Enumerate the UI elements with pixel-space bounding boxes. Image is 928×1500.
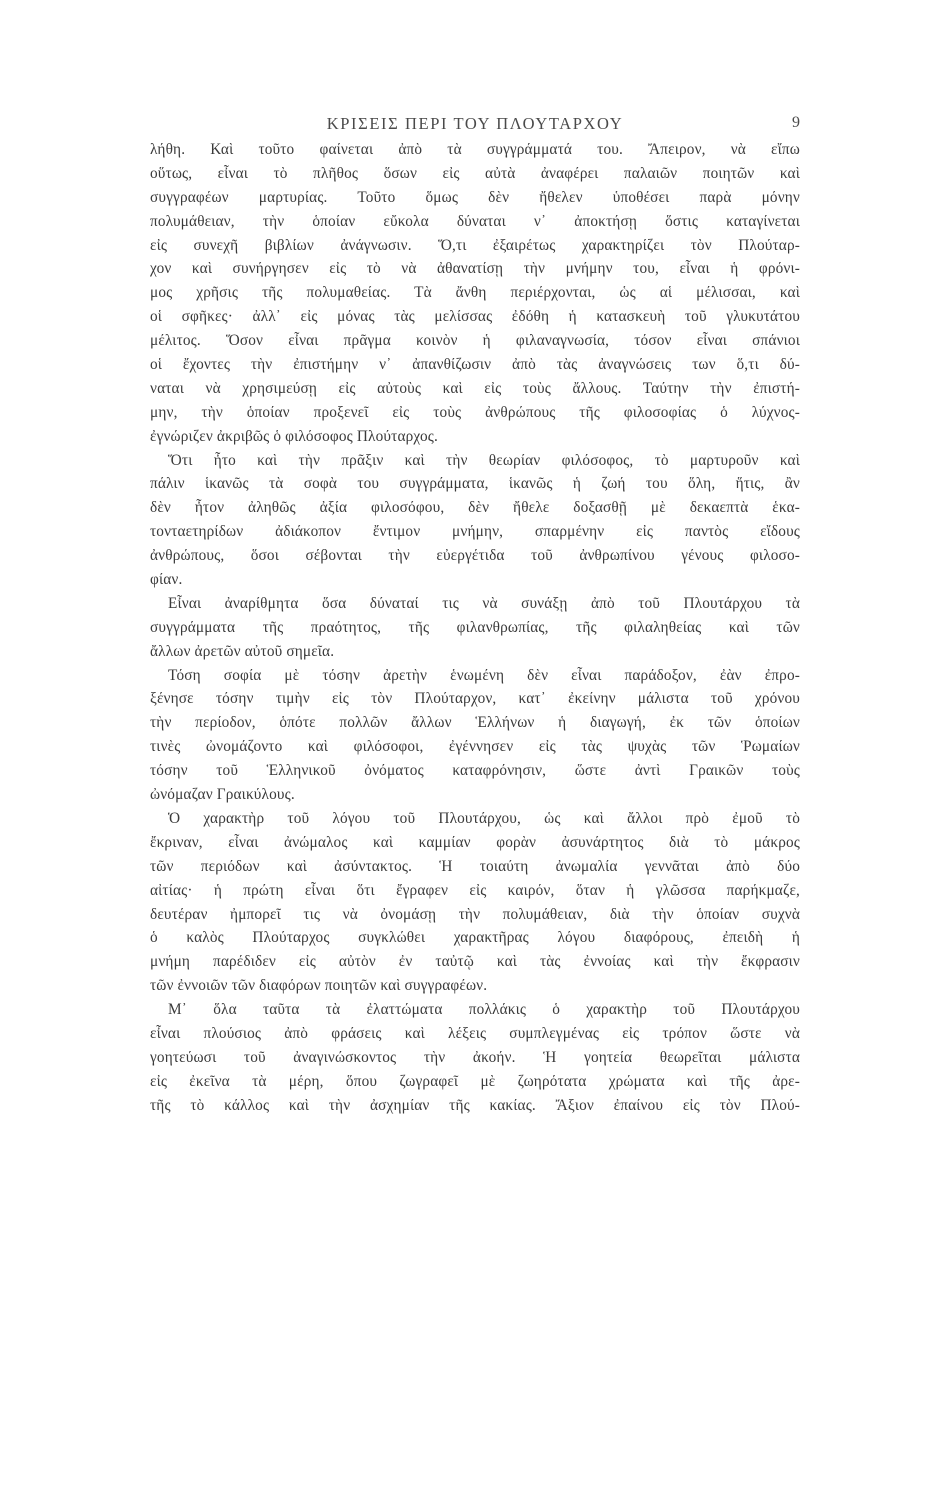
text-line: Μ᾽ ὅλα ταῦτα τὰ ἐλαττώματα πολλάκις ὁ χαρακτὴρ τοῦ Πλουτάρχου — [168, 1001, 800, 1019]
text-line: ναται νὰ χρησιμεύσῃ εἰς αὐτοὺς καὶ εἰς τοὺς ἄλλους. Ταύτην τὴν ἐπιστή- — [150, 379, 800, 397]
text-line: τῆς τὸ κάλλος καὶ τὴν ἀσχημίαν τῆς κακίας. Ἄξιον ἐπαίνου εἰς τὸν Πλού- — [150, 1096, 800, 1114]
text-line: δευτέραν ἠμπορεῖ τις νὰ ὀνομάσῃ τὴν πολυμάθειαν, διὰ τὴν ὁποίαν συχνὰ — [150, 905, 800, 923]
text-line: εἰς ἐκεῖνα τὰ μέρη, ὅπου ζωγραφεῖ μὲ ζωηρότατα χρώματα καὶ τῆς ἀρε- — [150, 1072, 800, 1090]
text-line: ὁ καλὸς Πλούταρχος συγκλώθει χαρακτῆρας λόγου διαφόρους, ἐπειδὴ ἡ — [150, 929, 800, 947]
text-line: εἶναι πλούσιος ἀπὸ φράσεις καὶ λέξεις συμπλεγμένας εἰς τρόπον ὥστε νὰ — [150, 1024, 800, 1042]
text-line: ἐγνώριζεν ἀκριβῶς ὁ φιλόσοφος Πλούταρχος. — [150, 427, 438, 445]
body-text — [150, 138, 800, 1118]
text-line: ἄλλων ἀρετῶν αὐτοῦ σημεῖα. — [150, 642, 335, 660]
text-line: συγγράμματα τῆς πραότητος, τῆς φιλανθρωπίας, τῆς φιλαληθείας καὶ τῶν — [150, 618, 800, 636]
text-line: τόσην τοῦ Ἑλληνικοῦ ὀνόματος καταφρόνησιν, ὥστε ἀντὶ Γραικῶν τοὺς — [150, 762, 800, 780]
text-line: ἔκριναν, εἶναι ἀνώμαλος καὶ καμμίαν φορὰν ἀσυνάρτητος διὰ τὸ μάκρος — [150, 833, 800, 851]
text-line: τῶν ἐννοιῶν τῶν διαφόρων ποιητῶν καὶ συγγραφέων. — [150, 977, 488, 995]
text-line: μνήμη παρέδιδεν εἰς αὐτὸν ἐν ταὐτῷ καὶ τὰς ἐννοίας καὶ τὴν ἔκφρασιν — [150, 953, 800, 971]
text-line: τὴν περίοδον, ὁπότε πολλῶν ἄλλων Ἑλλήνων ἡ διαγωγή, ἐκ τῶν ὁποίων — [150, 714, 800, 732]
running-head — [150, 114, 800, 138]
text-line: Τόση σοφία μὲ τόσην ἀρετὴν ἑνωμένη δὲν εἶναι παράδοξον, ἐὰν ἐπρο- — [168, 666, 800, 684]
text-line: ὠνόμαζαν Γραικύλους. — [150, 786, 295, 804]
text-line: ἀνθρώπους, ὅσοι σέβονται τὴν εὐεργέτιδα τοῦ ἀνθρωπίνου γένους φιλοσο- — [150, 547, 800, 565]
text-line: οὕτως, εἶναι τὸ πλῆθος ὅσων εἰς αὐτὰ ἀναφέρει παλαιῶν ποιητῶν καὶ — [150, 164, 800, 182]
text-line: αἰτίας· ἡ πρώτη εἶναι ὅτι ἔγραφεν εἰς καιρόν, ὅταν ἡ γλῶσσα παρήκμαζε, — [150, 881, 800, 899]
text-line: τῶν περιόδων καὶ ἀσύντακτος. Ἡ τοιαύτη ἀνωμαλία γεννᾶται ἀπὸ δύο — [150, 857, 800, 875]
text-line: Ὁ χαρακτὴρ τοῦ λόγου τοῦ Πλουτάρχου, ὡς καὶ ἄλλοι πρὸ ἐμοῦ τὸ — [168, 809, 800, 827]
text-line: οἱ σφῆκες· ἀλλ᾽ εἰς μόνας τὰς μελίσσας ἐδόθη ἡ κατασκευὴ τοῦ γλυκυτάτου — [150, 308, 800, 326]
running-title: ΚΡΙΣΕΙΣ ΠΕΡΙ ΤΟΥ ΠΛΟΥΤΑΡΧΟΥ — [326, 114, 624, 133]
text-line: χον καὶ συνήργησεν εἰς τὸ νὰ ἀθανατίσῃ τὴν μνήμην του, εἶναι ἡ φρόνι- — [150, 260, 800, 278]
text-line: οἱ ἔχοντες τὴν ἐπιστήμην ν᾽ ἀπανθίζωσιν ἀπὸ τὰς ἀναγνώσεις των ὅ,τι δύ- — [150, 356, 800, 374]
text-line: τινὲς ὠνομάζοντο καὶ φιλόσοφοι, ἐγέννησεν εἰς τὰς ψυχὰς τῶν Ῥωμαίων — [150, 738, 800, 756]
text-line: μος χρῆσις τῆς πολυμαθείας. Τὰ ἄνθη περιέρχονται, ὡς αἱ μέλισσαι, καὶ — [150, 284, 800, 302]
text-line: δὲν ἦτον ἀληθῶς ἀξία φιλοσόφου, δὲν ἤθελε δοξασθῇ μὲ δεκαεπτὰ ἑκα- — [150, 499, 800, 517]
text-line: λήθη. Καὶ τοῦτο φαίνεται ἀπὸ τὰ συγγράμματά του. Ἄπειρον, νὰ εἴπω — [150, 141, 800, 158]
text-line: γοητεύωσι τοῦ ἀναγινώσκοντος τὴν ἀκοήν. Ἡ γοητεία θεωρεῖται μάλιστα — [150, 1048, 800, 1066]
text-line: ξένησε τόσην τιμὴν εἰς τὸν Πλούταρχον, κατ᾽ ἐκείνην μάλιστα τοῦ χρόνου — [150, 690, 800, 708]
text-line: φίαν. — [150, 571, 183, 589]
text-line: Ὅτι ἦτο καὶ τὴν πρᾶξιν καὶ τὴν θεωρίαν φιλόσοφος, τὸ μαρτυροῦν καὶ — [168, 451, 800, 469]
text-line: τονταετηρίδων ἀδιάκοπον ἔντιμον μνήμην, σπαρμένην εἰς παντὸς εἴδους — [150, 523, 800, 541]
text-line: εἰς συνεχῆ βιβλίων ἀνάγνωσιν. Ὅ,τι ἐξαιρέτως χαρακτηρίζει τὸν Πλούταρ- — [150, 236, 800, 254]
text-line: μέλιτος. Ὅσον εἶναι πρᾶγμα κοινὸν ἡ φιλαναγνωσία, τόσον εἶναι σπάνιοι — [150, 332, 800, 350]
text-line: συγγραφέων μαρτυρίας. Τοῦτο ὅμως δὲν ἤθελεν ὑποθέσει παρὰ μόνην — [150, 188, 800, 206]
text-line: πολυμάθειαν, τὴν ὁποίαν εὔκολα δύναται ν᾽ ἀποκτήσῃ ὅστις καταγίνεται — [150, 212, 800, 230]
page-number: 9 — [792, 114, 800, 131]
text-line: πάλιν ἱκανῶς τὰ σοφὰ του συγγράμματα, ἱκανῶς ἡ ζωή του ὅλη, ἥτις, ἂν — [150, 475, 800, 493]
text-line: μην, τὴν ὁποίαν προξενεῖ εἰς τοὺς ἀνθρώπους τῆς φιλοσοφίας ὁ λύχνος- — [150, 403, 800, 421]
text-line: Εἶναι ἀναρίθμητα ὅσα δύναταί τις νὰ συνάξῃ ἀπὸ τοῦ Πλουτάρχου τὰ — [168, 594, 800, 612]
